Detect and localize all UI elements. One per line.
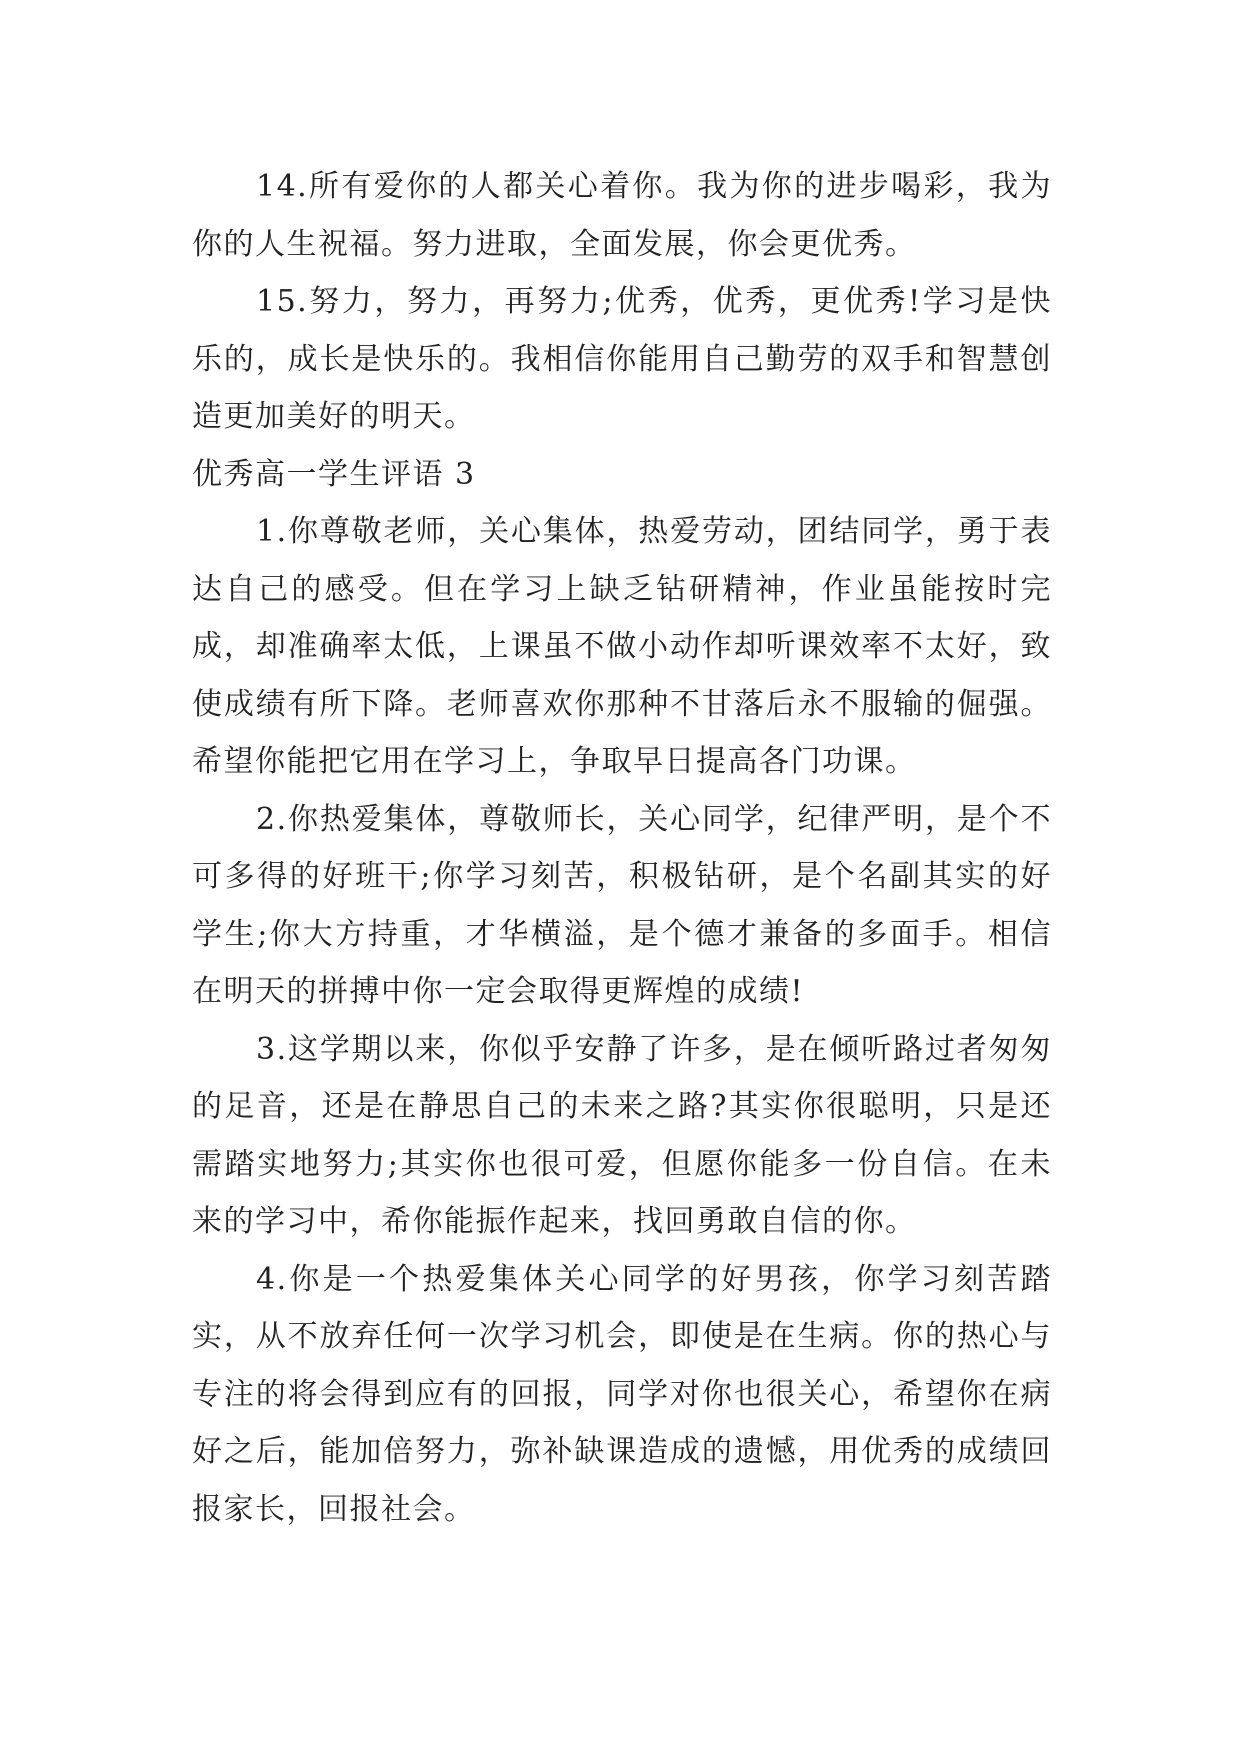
comment-paragraph-15: 15.努力，努力，再努力;优秀，优秀，更优秀!学习是快乐的，成长是快乐的。我相信你能用自己勤劳的双手和智慧创造更加美好的明天。	[192, 284, 1052, 434]
section-title: 优秀高一学生评语 3	[192, 456, 476, 492]
comment-paragraph-1: 1.你尊敬老师，关心集体，热爱劳动，团结同学，勇于表达自己的感受。但在学习上缺乏钻研精神，作业虽能按时完成，却准确率太低，上课虽不做小动作却听课效率不太好，致使成绩有所下降。老师喜欢你那种不甘落后永不服输的倔强。希望你能把它用在学习上，争取早日提高各门功课。	[192, 514, 1052, 779]
comment-paragraph-4: 4.你是一个热爱集体关心同学的好男孩，你学习刻苦踏实，从不放弃任何一次学习机会，即使是在生病。你的热心与专注的将会得到应有的回报，同学对你也很关心，希望你在病好之后，能加倍努力，弥补缺课造成的遗憾，用优秀的成绩回报家长，回报社会。	[192, 1261, 1052, 1527]
document-body	[192, 158, 1052, 1538]
comment-paragraph-14: 14.所有爱你的人都关心着你。我为你的进步喝彩，我为你的人生祝福。努力进取，全面发展，你会更优秀。	[192, 169, 1052, 262]
comment-paragraph-3: 3.这学期以来，你似乎安静了许多，是在倾听路过者匆匆的足音，还是在静思自己的未来之路?其实你很聪明，只是还需踏实地努力;其实你也很可爱，但愿你能多一份自信。在未来的学习中，希你能振作起来，找回勇敢自信的你。	[192, 1031, 1052, 1239]
comment-paragraph-2: 2.你热爱集体，尊敬师长，关心同学，纪律严明，是个不可多得的好班干;你学习刻苦，积极钻研，是个名副其实的好学生;你大方持重，才华横溢，是个德才兼备的多面手。相信在明天的拼搏中你一定会取得更辉煌的成绩!	[192, 801, 1052, 1009]
